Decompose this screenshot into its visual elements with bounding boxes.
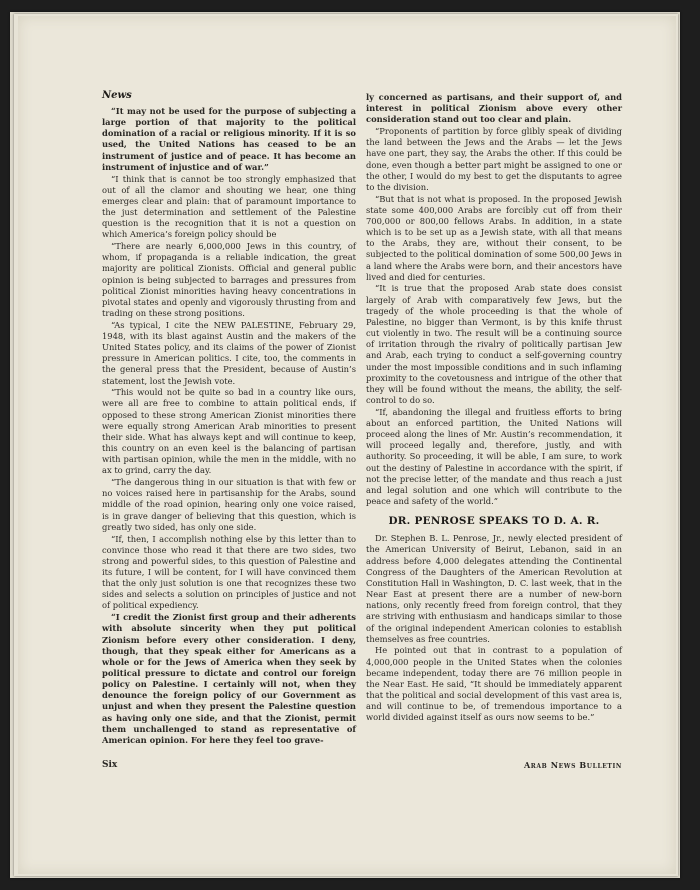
paragraph: “The dangerous thing in our situation is that with few or no voices raised here in partisanship for the Arabs, sound middle of the road opinion, hearing only one voice raised, is in grave danger of believing that this question, which is greatly two sided, has only one side. (102, 477, 356, 532)
page-number: Six (102, 760, 118, 770)
paragraph: “Proponents of partition by force glibly speak of dividing the land between the Jews and the Arabs — let the Jews have one part, they say, the Arabs the other. If this could be done, even though a better part might be assigned to one or the other, I would do my best to get the disputants to agree to the division. (366, 126, 622, 192)
article-heading: DR. PENROSE SPEAKS TO D. A. R. (388, 515, 600, 528)
paragraph: ly concerned as partisans, and their support of, and interest in political Zionism above every other consideration stand out too clear and plain. (366, 92, 622, 125)
paragraph: He pointed out that in contrast to a population of 4,000,000 people in the United States when the colonies became independent, today there are 76 million people in the Near East. He said, “It should be immediately apparent that the political and social development of this vast area is, and will continue to be, of tremendous importance to a world divided against itself as ours now seems to be.” (366, 645, 622, 723)
paragraph: “If, then, I accomplish nothing else by this letter than to convince those who read it that there are two sides, two strong and powerful sides, to this question of Palestine and its future, I will be content, for I will have convinced them that the only just solution is one that recognizes these two sides and selects a solution on principles of justice and not of political expediency. (102, 533, 356, 611)
paragraph: “But that is not what is proposed. In the proposed Jewish state some 400,000 Arabs are forcibly cut off from their 700,000 or 800,00 fellows Arabs. In addition, in a state which is to be set up as a Jewish state, with all that means to the Arabs, they are, without their consent, to be subjected to the political domination of some 500,00 Jews in a land where the Arabs were born, and their ancestors have lived and died for centuries. (366, 193, 622, 282)
document-page (18, 16, 676, 874)
paragraph: “It is true that the proposed Arab state does consist largely of Arab with comparatively few Jews, but the tragedy of the whole proceeding is that the whole of Palestine, no bigger than Vermont, is by this knife thrust cut violently in two. The result will be a continuing source of irritation through the rivalry of politically partisan Jew and Arab, each trying to conduct a self-governing country under the most impossible conditions and in such inflaming proximity to the covetousness and intrigue of the other that they will be found without the means, the ability, the self-control to do so. (366, 283, 622, 405)
paragraph: “I think that is cannot be too strongly emphasized that out of all the clamor and shouting we hear, one thing emerges clear and plain: that of paramount importance to the just determination and settlement of the Palestine question is the recognition that it is not a question on which America’s foreign policy should be (102, 173, 356, 240)
paragraph: “There are nearly 6,000,000 Jews in this country, of whom, if propaganda is a reliable indication, the great majority are political Zionists. Official and general public opinion is being subjected to barrages and pressures from political Zionist minorities having heavy concentrations in pivotal states and openly and vigorously thrusting from and trading on these strong positions. (102, 241, 356, 318)
right-column (366, 92, 622, 724)
paragraph: Dr. Stephen B. L. Penrose, Jr., newly elected president of the American University of Beirut, Lebanon, said in an address before 4,000 delegates attending the Continental Congress of the Daughters of the American Revolution at Constitution Hall in Washington, D. C. last week, that in the Near East at present there are a number of new-born nations, only recently freed from foreign control, that they are striving with enthusiasm and handicaps similar to those of the original independent American colonies to establish themselves as free countries. (366, 533, 622, 644)
paragraph: “I credit the Zionist first group and their adherents with absolute sincerity when they put political Zionism before every other consideration. I deny, though, that they speak either for Americans as a whole or for the Jews of America when they seek by political pressure to dictate and control our foreign policy on Palestine. I certainly will not, when they denounce the foreign policy of our Government as unjust and when they present the Palestine question as having only one side, and that the Zionist, permit them unchallenged to stand as representative of American opinion. For here they feel too grave- (102, 612, 356, 745)
paragraph: “This would not be quite so bad in a country like ours, were all are free to combine to attain political ends, if opposed to these strong American Zionist minorities there were equally strong American Arab minorities to present their side. What has always kept and will continue to keep, this country on an even keel is the balancing of partisan with partisan opinion, while the men in the middle, with no ax to grind, carry the day. (102, 387, 356, 476)
left-column (102, 106, 356, 747)
paragraph: “If, abandoning the illegal and fruitless efforts to bring about an enforced partition, the United Nations will proceed along the lines of Mr. Austin’s recommendation, it will proceed legally and, therefore, justly, and with authority. So proceeding, it will be able, I am sure, to work out the destiny of Palestine in accordance with the spirit, if not the precise letter, of the mandate and thus reach a just and legal solution and one which will contribute to the peace and safety of the world.” (366, 406, 622, 506)
paragraph: “It may not be used for the purpose of subjecting a large portion of that majority to the political domination of a racial or religious minority. If it is so used, the United Nations has ceased to be an instrument of justice and of peace. It has become an instrument of injustice and of war.” (102, 106, 356, 172)
publication-name: Arab News Bulletin (523, 760, 622, 770)
section-label: News (102, 90, 132, 101)
paragraph: “As typical, I cite the NEW PALESTINE, February 29, 1948, with its blast against Austin and the makers of the United States policy, and its claims of the power of Zionist pressure in American politics. I cite, too, the comments in the general press that the President, because of Austin’s statement, lost the Jewish vote. (102, 319, 356, 386)
